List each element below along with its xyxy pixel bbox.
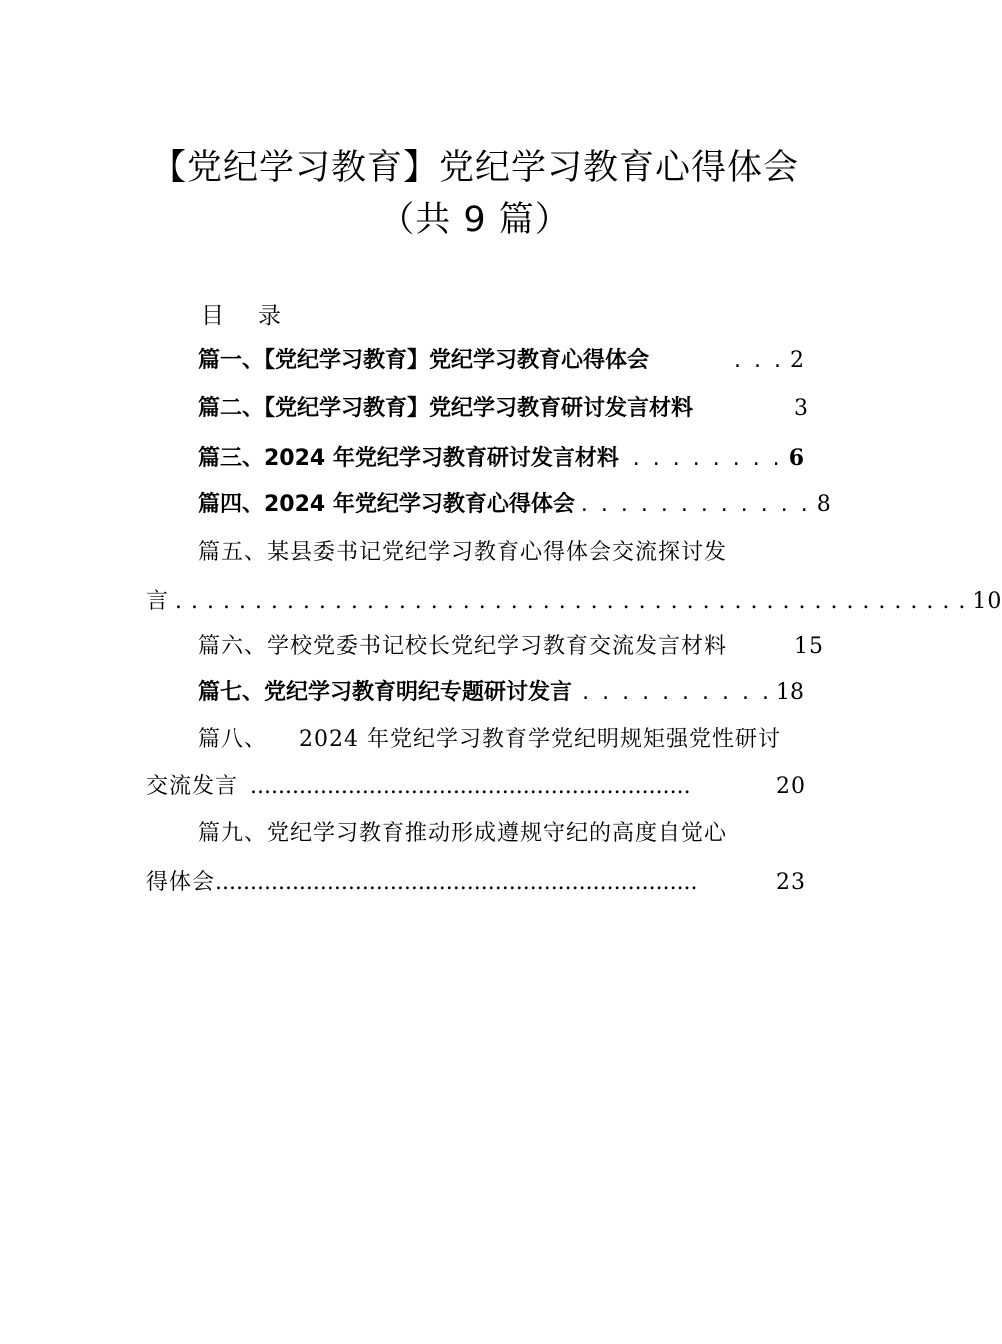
toc-heading-right: 录 <box>258 303 281 329</box>
toc-entry-label: 篇六、学校党委书记校长党纪学习教育交流发言材料 <box>198 634 728 659</box>
toc-entry-label: 篇三、2024 年党纪学习教育研讨发言材料 <box>198 446 619 471</box>
toc-entry-page: 15 <box>794 634 824 659</box>
toc-entry-5[interactable] <box>198 538 808 568</box>
toc-entry-2[interactable] <box>198 394 808 424</box>
toc-leader-dots: . . . . . . . . . . . . <box>580 492 811 517</box>
toc-entry-label-continued: 得体会 <box>146 870 216 895</box>
toc-entry-page: 6 <box>788 445 804 471</box>
toc-leader-dots: . . . . . . . . . . <box>582 680 772 705</box>
toc-entry-9-continued[interactable] <box>146 868 806 898</box>
toc-entry-6[interactable] <box>198 632 824 662</box>
toc-entry-5-continued[interactable] <box>146 587 1002 617</box>
toc-entry-label: 篇五、某县委书记党纪学习教育心得体会交流探讨发 <box>198 540 728 565</box>
toc-entry-1[interactable] <box>198 346 804 376</box>
toc-leader-dots: ............................................................... <box>250 774 691 799</box>
toc-heading-left: 目 <box>201 303 224 329</box>
toc-entry-9[interactable] <box>198 819 808 849</box>
toc-entry-label-continued: 交流发言 <box>146 774 239 799</box>
toc-entry-8-continued[interactable] <box>146 772 806 802</box>
toc-entry-page: 23 <box>776 870 806 895</box>
toc-leader-dots: . . . <box>734 348 784 373</box>
toc-leader-dots: . . . . . . . . . . . . . . . . . . . . . . . . . . . . . . . . . . . . . . . . . . . . . . . . . . <box>175 589 967 614</box>
toc-entry-page: 3 <box>794 396 808 421</box>
toc-entry-label: 篇四、2024 年党纪学习教育心得体会 <box>198 492 575 517</box>
toc-entry-page: 10 <box>972 589 1002 614</box>
toc-leader-dots: ..................................................................... <box>215 870 698 895</box>
toc-entry-label: 篇七、党纪学习教育明纪专题研讨发言 <box>198 680 573 705</box>
toc-entry-3[interactable] <box>198 443 804 474</box>
toc-entry-7[interactable] <box>198 678 804 708</box>
toc-entry-page: 2 <box>790 348 804 373</box>
toc-heading <box>201 300 281 332</box>
toc-entry-label-continued: 言 <box>146 589 170 614</box>
toc-entry-label: 篇九、党纪学习教育推动形成遵规守纪的高度自觉心 <box>198 821 728 846</box>
document-subtitle: （共 9 篇） <box>379 200 571 240</box>
toc-leader-dots: . . . . . . . . <box>632 446 783 471</box>
toc-entry-page: 8 <box>816 492 831 517</box>
document-title: 【党纪学习教育】党纪学习教育心得体会 <box>150 148 799 188</box>
toc-entry-label: 篇八、 2024 年党纪学习教育学党纪明规矩强党性研讨 <box>198 727 781 752</box>
toc-entry-8[interactable] <box>198 725 808 755</box>
toc-entry-label: 篇二、【党纪学习教育】党纪学习教育研讨发言材料 <box>198 396 694 421</box>
toc-entry-page: 20 <box>776 774 806 799</box>
toc-entry-4[interactable] <box>198 490 831 520</box>
toc-entry-page: 18 <box>776 680 804 705</box>
toc-entry-label: 篇一、【党纪学习教育】党纪学习教育心得体会 <box>198 348 650 373</box>
